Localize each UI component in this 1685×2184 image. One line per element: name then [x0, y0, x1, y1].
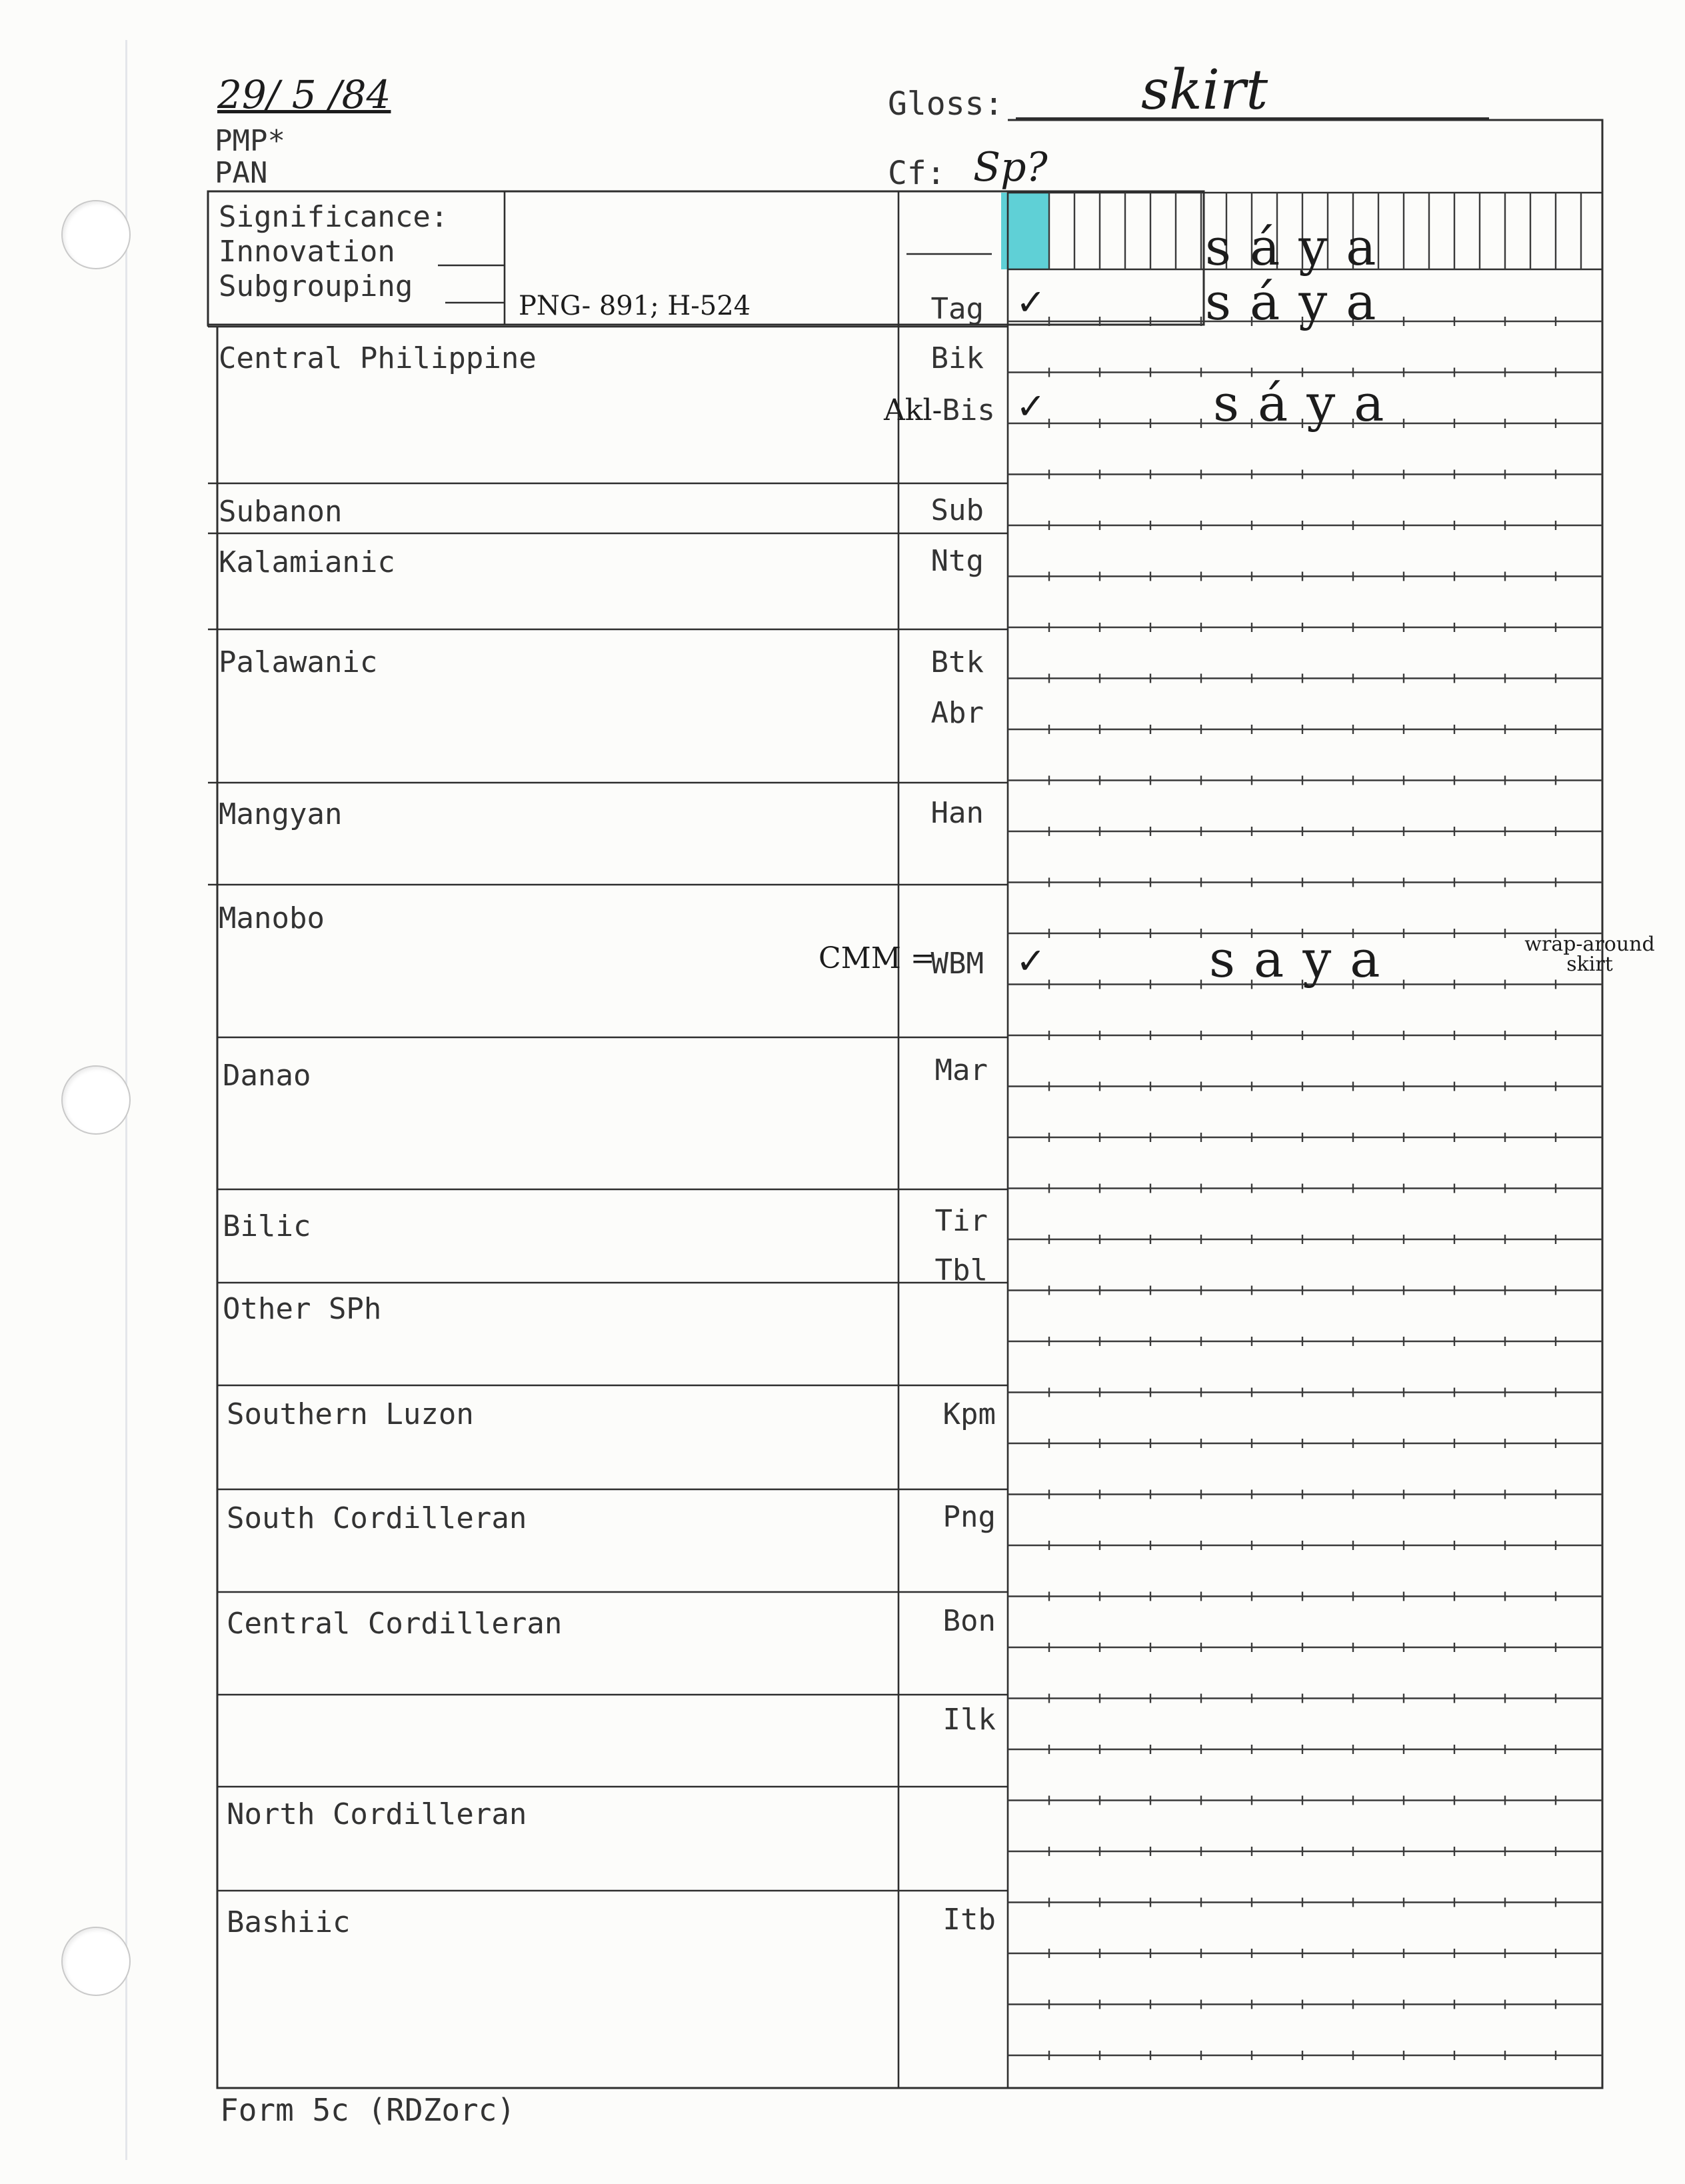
group-label-bashiic: Bashiic: [227, 1905, 351, 1939]
group-label-bilic: Bilic: [223, 1209, 311, 1243]
top-row-form: sáya: [1205, 217, 1395, 277]
code-han: Han: [930, 796, 984, 830]
code-btk: Btk: [930, 645, 984, 679]
code-tir: Tir: [934, 1204, 988, 1238]
group-label-palawanic: Palawanic: [219, 645, 378, 679]
code-wbm: WBM: [930, 947, 984, 981]
form-tag: sáya: [1205, 272, 1395, 331]
innovation-label: Innovation: [219, 235, 395, 269]
code-ilk: Ilk: [942, 1703, 996, 1737]
group-label-danao: Danao: [223, 1059, 311, 1093]
group-label-manobo: Manobo: [219, 901, 325, 935]
reference-note: PNG- 891; H-524: [519, 291, 751, 321]
pan-label: PAN: [215, 156, 268, 190]
code-abr: Abr: [930, 696, 984, 730]
form-akl-bis: sáya: [1213, 373, 1403, 433]
group-label-mangyan: Mangyan: [219, 797, 343, 831]
code-tag: Tag: [930, 292, 984, 326]
group-label-other-sph: Other SPh: [223, 1292, 382, 1326]
group-label-south-cordilleran: South Cordilleran: [227, 1501, 527, 1535]
code-akl-bis: [884, 393, 995, 427]
group-label-kalamianic: Kalamianic: [219, 545, 395, 579]
wbm-side-note: wrap-around skirt: [1524, 933, 1655, 976]
group-label-central-philippine: Central Philippine: [219, 341, 537, 375]
code-mar: Mar: [934, 1053, 988, 1087]
group-label-north-cordilleran: North Cordilleran: [227, 1797, 527, 1831]
akl-bis-suffix: Bis: [942, 393, 995, 427]
akl-bis-prefix: Akl-: [884, 393, 942, 427]
date-field: 29/ 5 /84: [217, 72, 391, 117]
code-bik: Bik: [930, 341, 984, 375]
group-label-southern-luzon: Southern Luzon: [227, 1397, 474, 1431]
check-tag: ✓: [1016, 281, 1046, 323]
code-bon: Bon: [942, 1604, 996, 1638]
gloss-label: Gloss:: [888, 85, 1004, 123]
code-sub: Sub: [930, 493, 984, 527]
significance-title: Significance:: [219, 200, 449, 234]
check-akl-bis: ✓: [1016, 385, 1046, 427]
gloss-value: skirt: [1141, 59, 1268, 122]
check-wbm: ✓: [1016, 940, 1046, 982]
code-itb: Itb: [942, 1903, 996, 1937]
code-kpm: Kpm: [942, 1397, 996, 1431]
cmm-note: CMM =: [819, 941, 935, 975]
form-wbm: saya: [1209, 929, 1399, 989]
group-label-central-cordilleran: Central Cordilleran: [227, 1607, 563, 1641]
form-footer: Form 5c (RDZorc): [220, 2092, 516, 2128]
code-tbl: Tbl: [934, 1253, 988, 1287]
group-label-subanon: Subanon: [219, 495, 343, 529]
pmp-label: PMP*: [215, 124, 285, 158]
cf-label: Cf:: [888, 155, 946, 192]
code-ntg: Ntg: [930, 544, 984, 578]
code-png: Png: [942, 1500, 996, 1534]
cf-value: Sp?: [973, 144, 1048, 191]
subgrouping-label: Subgrouping: [219, 269, 413, 303]
